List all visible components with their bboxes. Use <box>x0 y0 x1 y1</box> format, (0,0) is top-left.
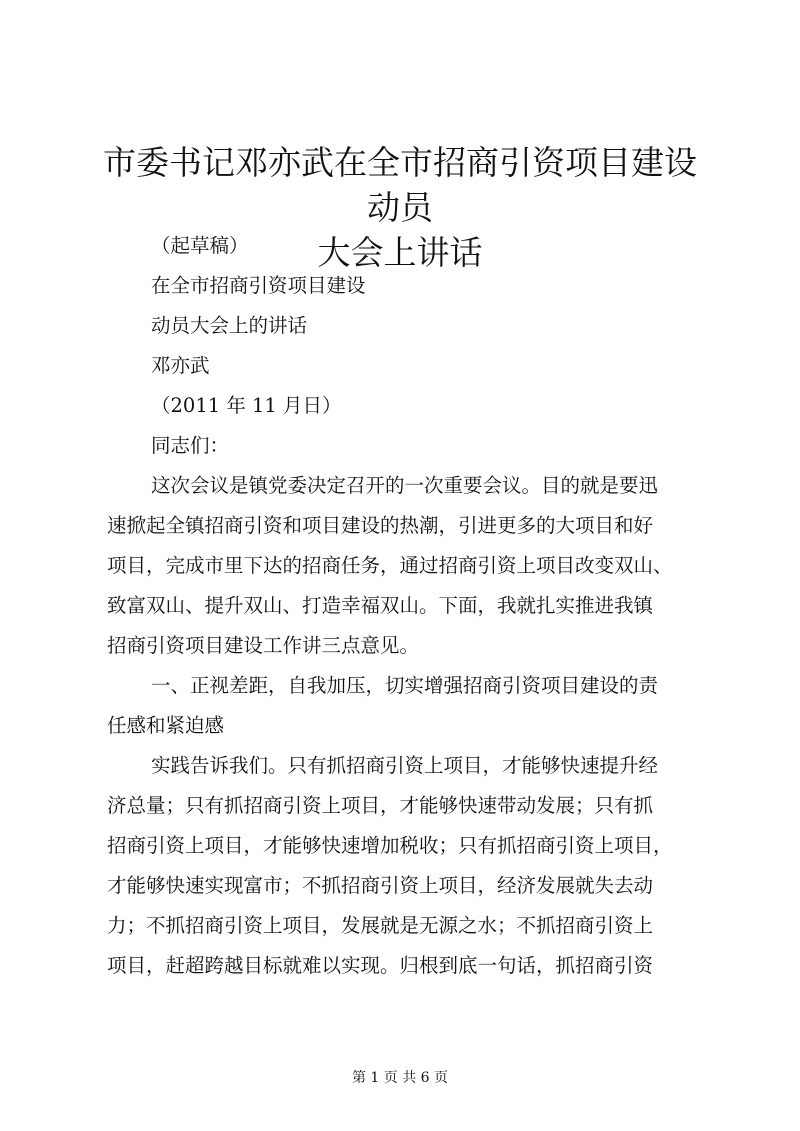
title-line-1: 市委书记邓亦武在全市招商引资项目建设动员 <box>103 143 697 227</box>
paragraph-1 <box>107 466 707 666</box>
heading-line: 一、正视差距，自我加压，切实增强招商引资项目建设的责 <box>151 674 659 697</box>
speech-title-line-1: 在全市招商引资项目建设 <box>151 274 366 297</box>
paragraph-line: 才能够快速实现富市；不抓招商引资上项目，经济发展就失去动 <box>107 874 654 897</box>
title-line-2: 大会上讲话 <box>317 233 483 272</box>
section-1-heading <box>107 666 707 746</box>
heading-line: 任感和紧迫感 <box>107 714 225 737</box>
page-number-footer: 第 1 页 共 6 页 <box>351 1070 449 1086</box>
paragraph-line: 实践告诉我们。只有抓招商引资上项目，才能够快速提升经 <box>151 754 659 777</box>
paragraph-line: 致富双山、提升双山、打造幸福双山。下面，我就扎实推进我镇 <box>107 594 654 617</box>
paragraph-line: 这次会议是镇党委决定召开的一次重要会议。目的就是要迅 <box>151 474 659 497</box>
paragraph-line: 项目，赶超跨越目标就难以实现。归根到底一句话，抓招商引资 <box>107 954 654 977</box>
paragraph-line: 力；不抓招商引资上项目，发展就是无源之水；不抓招商引资上 <box>107 914 654 937</box>
speaker-name: 邓亦武 <box>151 354 210 377</box>
paragraph-line: 招商引资项目建设工作讲三点意见。 <box>107 634 420 657</box>
speech-title-line-2: 动员大会上的讲话 <box>151 314 308 337</box>
document-body <box>107 226 707 986</box>
paragraph-line: 项目，完成市里下达的招商任务，通过招商引资上项目改变双山、 <box>107 554 673 577</box>
paragraph-2 <box>107 746 707 986</box>
paragraph-line: 济总量；只有抓招商引资上项目，才能够快速带动发展；只有抓 <box>107 794 654 817</box>
draft-note: （起草稿） <box>151 234 249 257</box>
paragraph-line: 速掀起全镇招商引资和项目建设的热潮，引进更多的大项目和好 <box>107 514 654 537</box>
paragraph-line: 招商引资上项目，才能够快速增加税收；只有抓招商引资上项目， <box>107 834 673 857</box>
speech-date: （2011 年 11 月日） <box>151 394 342 417</box>
salutation: 同志们： <box>151 434 230 457</box>
